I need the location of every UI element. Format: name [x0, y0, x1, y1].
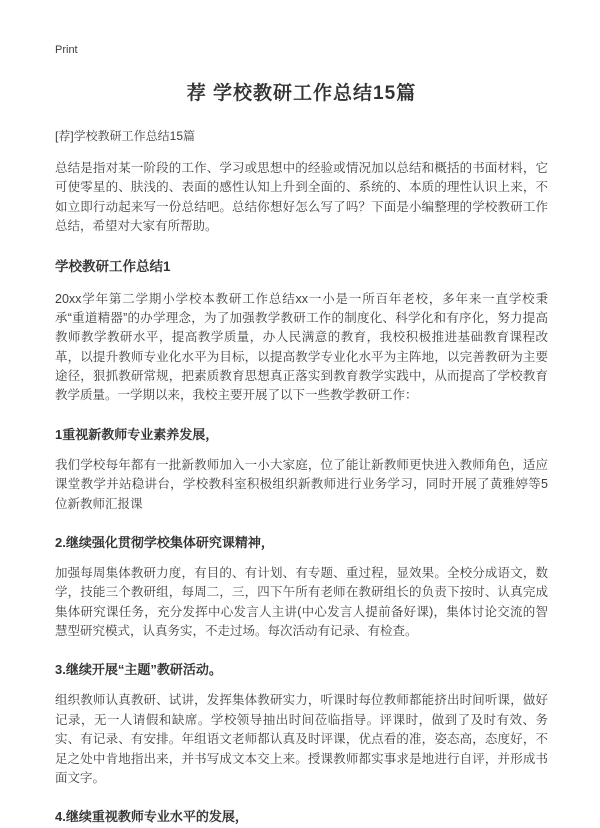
item-2-body: 加强每周集体教研力度，有目的、有计划、有专题、重过程，显效果。全校分成语文，数学，技能三个教研组，每周二，三，四下午所有老师在教研组长的负责下按时、认真完成集体研究课任务，充分发挥中心发言人主讲(中心发言人提前备好课)，集体讨论交流的智慧型研究模式，认真务实，不走过场。每次活动有记录、有检查。 [55, 565, 548, 638]
document-subtitle: [荐]学校教研工作总结15篇 [55, 129, 196, 143]
item-1-heading: 1重视新教师专业素养发展， [55, 426, 219, 442]
document-title: 荐 学校教研工作总结15篇 [186, 83, 417, 104]
item-3-body: 组织教师认真教研、试讲，发挥集体教研实力，听课时每位教师都能挤出时间听课，做好记录，无一人请假和缺席。学校领导抽出时间莅临指导。评课时，做到了及时有效、务实、有记录、有安排。年组语文老师都认真及时评课，优点看的准，姿态高，态度好，不足之处中肯地指出来，并书写成文本交上来。授课教师都实事求是地进行自评，并形成书面文字。 [55, 693, 548, 785]
item-4-heading: 4.继续重视教师专业水平的发展， [55, 809, 248, 825]
print-button[interactable]: Print [55, 44, 78, 56]
intro-paragraph: 总结是指对某一阶段的工作、学习或思想中的经验或情况加以总结和概括的书面材料，它可使零星的、肤浅的、表面的感性认知上升到全面的、系统的、本质的理性认识上来，不如立即行动起来写一份总结吧。总结你想好怎么写了吗？下面是小编整理的学校教研工作总结，希望对大家有所帮助。 [55, 161, 548, 234]
item-2-heading: 2.继续强化贯彻学校集体研究课精神， [55, 534, 274, 550]
item-1-body: 我们学校每年都有一批新教师加入一小大家庭，位了能让新教师更快进入教师角色，适应课堂教学并站稳讲台，学校教科室积极组织新教师进行业务学习，同时开展了黄雅婷等5位新教师汇报课 [55, 457, 548, 511]
section-1-body: 20xx学年第二学期小学校本教研工作总结xx一小是一所百年老校，多年来一直学校秉承“重道精器”的办学理念，为了加强教学教研工作的制度化、科学化和有序化，努力提高教师教学教研水平，提高教学质量，办人民满意的教育，我校积极推进基础教育课程改革，以提升教师专业化水平为目标，以提高教学专业化水平为主阵地，以完善教研为主要途径，狠抓教研常规，把素质教育思想真正落实到教育教学实践中，从而提高了学校教育教学质量。一学期以来，我校主要开展了以下一些教学教研工作： [55, 291, 548, 403]
section-1-heading: 学校教研工作总结1 [55, 258, 171, 274]
item-3-heading: 3.继续开展“主题”教研活动。 [55, 662, 222, 678]
